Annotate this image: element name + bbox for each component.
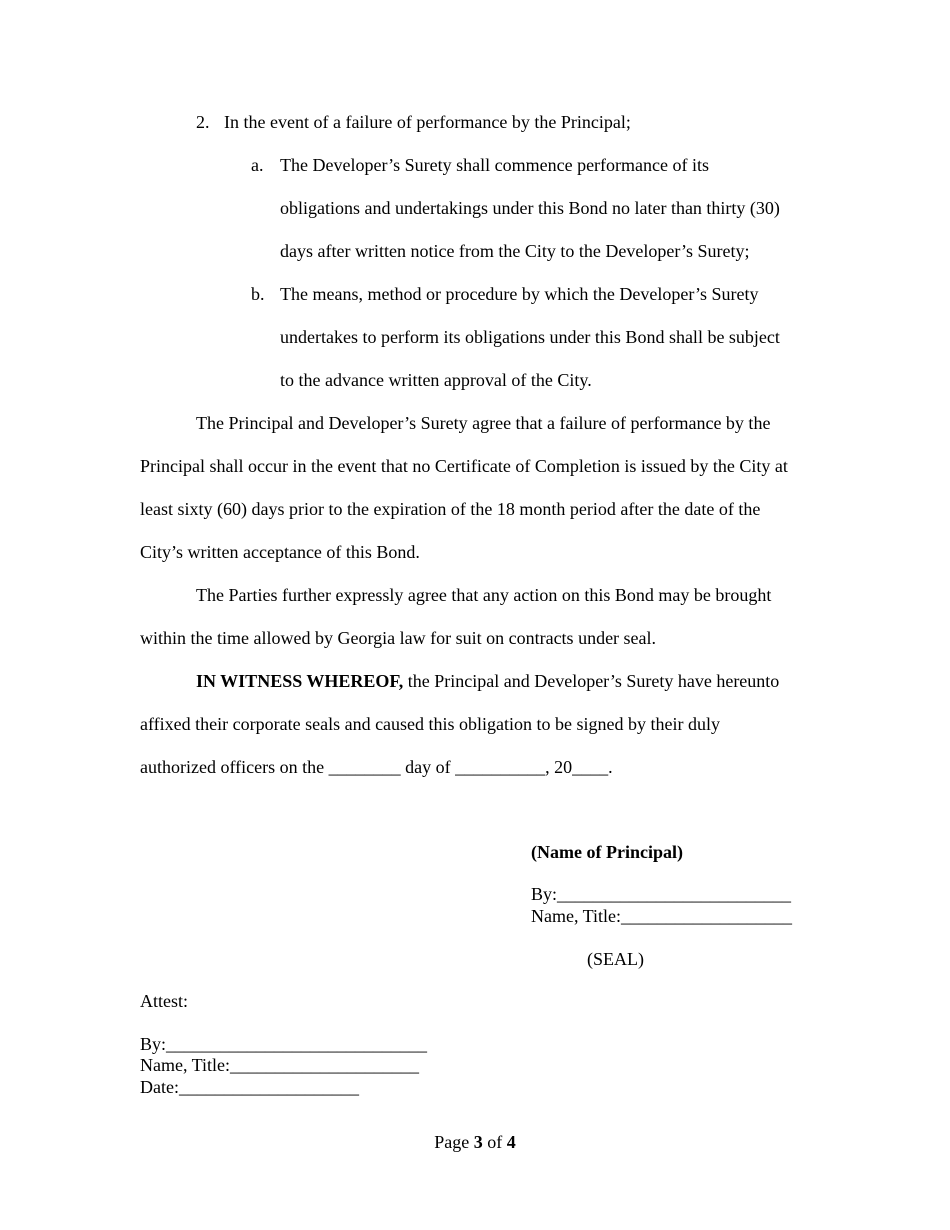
- page-number: [0, 1131, 950, 1153]
- witness-line-3: authorized officers on the ________ day of __________, 20____.: [140, 757, 613, 777]
- witness-line-1-rest: the Principal and Developer’s Surety have hereunto: [403, 671, 780, 691]
- para-action-line-1: The Parties further expressly agree that any action on this Bond may be brought: [196, 585, 772, 605]
- item-2a-line-1: The Developer’s Surety shall commence performance of its: [280, 155, 710, 175]
- principal-name: [531, 841, 683, 863]
- witness-bold-lead: IN WITNESS WHEREOF,: [196, 671, 404, 691]
- item-2b-line-2: undertakes to perform its obligations under this Bond shall be subject: [280, 327, 780, 347]
- para-failure-line-4: City’s written acceptance of this Bond.: [140, 542, 420, 562]
- page-current: 3: [473, 1132, 483, 1152]
- principal-seal: (SEAL): [587, 949, 644, 969]
- item-2b-line-1: The means, method or procedure by which the Developer’s Surety: [280, 284, 759, 304]
- item-2: [196, 111, 210, 133]
- attest-label: Attest:: [140, 991, 188, 1011]
- para-failure-line-2: Principal shall occur in the event that no Certificate of Completion is issued by the City at: [140, 456, 788, 476]
- attest-date-line: Date:____________________: [140, 1077, 359, 1097]
- witness-line-2: affixed their corporate seals and caused this obligation to be signed by their duly: [140, 714, 721, 734]
- witness-line-1: [196, 670, 779, 692]
- page-of-word: of: [487, 1132, 503, 1152]
- page-total: 4: [506, 1132, 516, 1152]
- para-failure-line-1: The Principal and Developer’s Surety agree that a failure of performance by the: [196, 413, 771, 433]
- principal-name-title-line: Name, Title:___________________: [531, 906, 793, 926]
- para-failure-line-3: least sixty (60) days prior to the expiration of the 18 month period after the date of the: [140, 499, 761, 519]
- attest-name-title-line: Name, Title:_____________________: [140, 1055, 420, 1075]
- item-2b-letter: b.: [251, 284, 265, 304]
- principal-name-text: (Name of Principal): [531, 842, 683, 862]
- item-2a-line-2: obligations and undertakings under this Bond no later than thirty (30): [280, 198, 780, 218]
- item-2b-line-3: to the advance written approval of the City.: [280, 370, 592, 390]
- item-2-text: In the event of a failure of performance by the Principal;: [224, 112, 631, 132]
- page-word: Page: [434, 1132, 470, 1152]
- para-action-line-2: within the time allowed by Georgia law for suit on contracts under seal.: [140, 628, 657, 648]
- item-2a-line-3: days after written notice from the City to the Developer’s Surety;: [280, 241, 750, 261]
- principal-by-line: By:__________________________: [531, 884, 792, 904]
- item-2a-letter: a.: [251, 155, 264, 175]
- item-2-number: 2.: [196, 112, 210, 132]
- attest-by-line: By:_____________________________: [140, 1034, 428, 1054]
